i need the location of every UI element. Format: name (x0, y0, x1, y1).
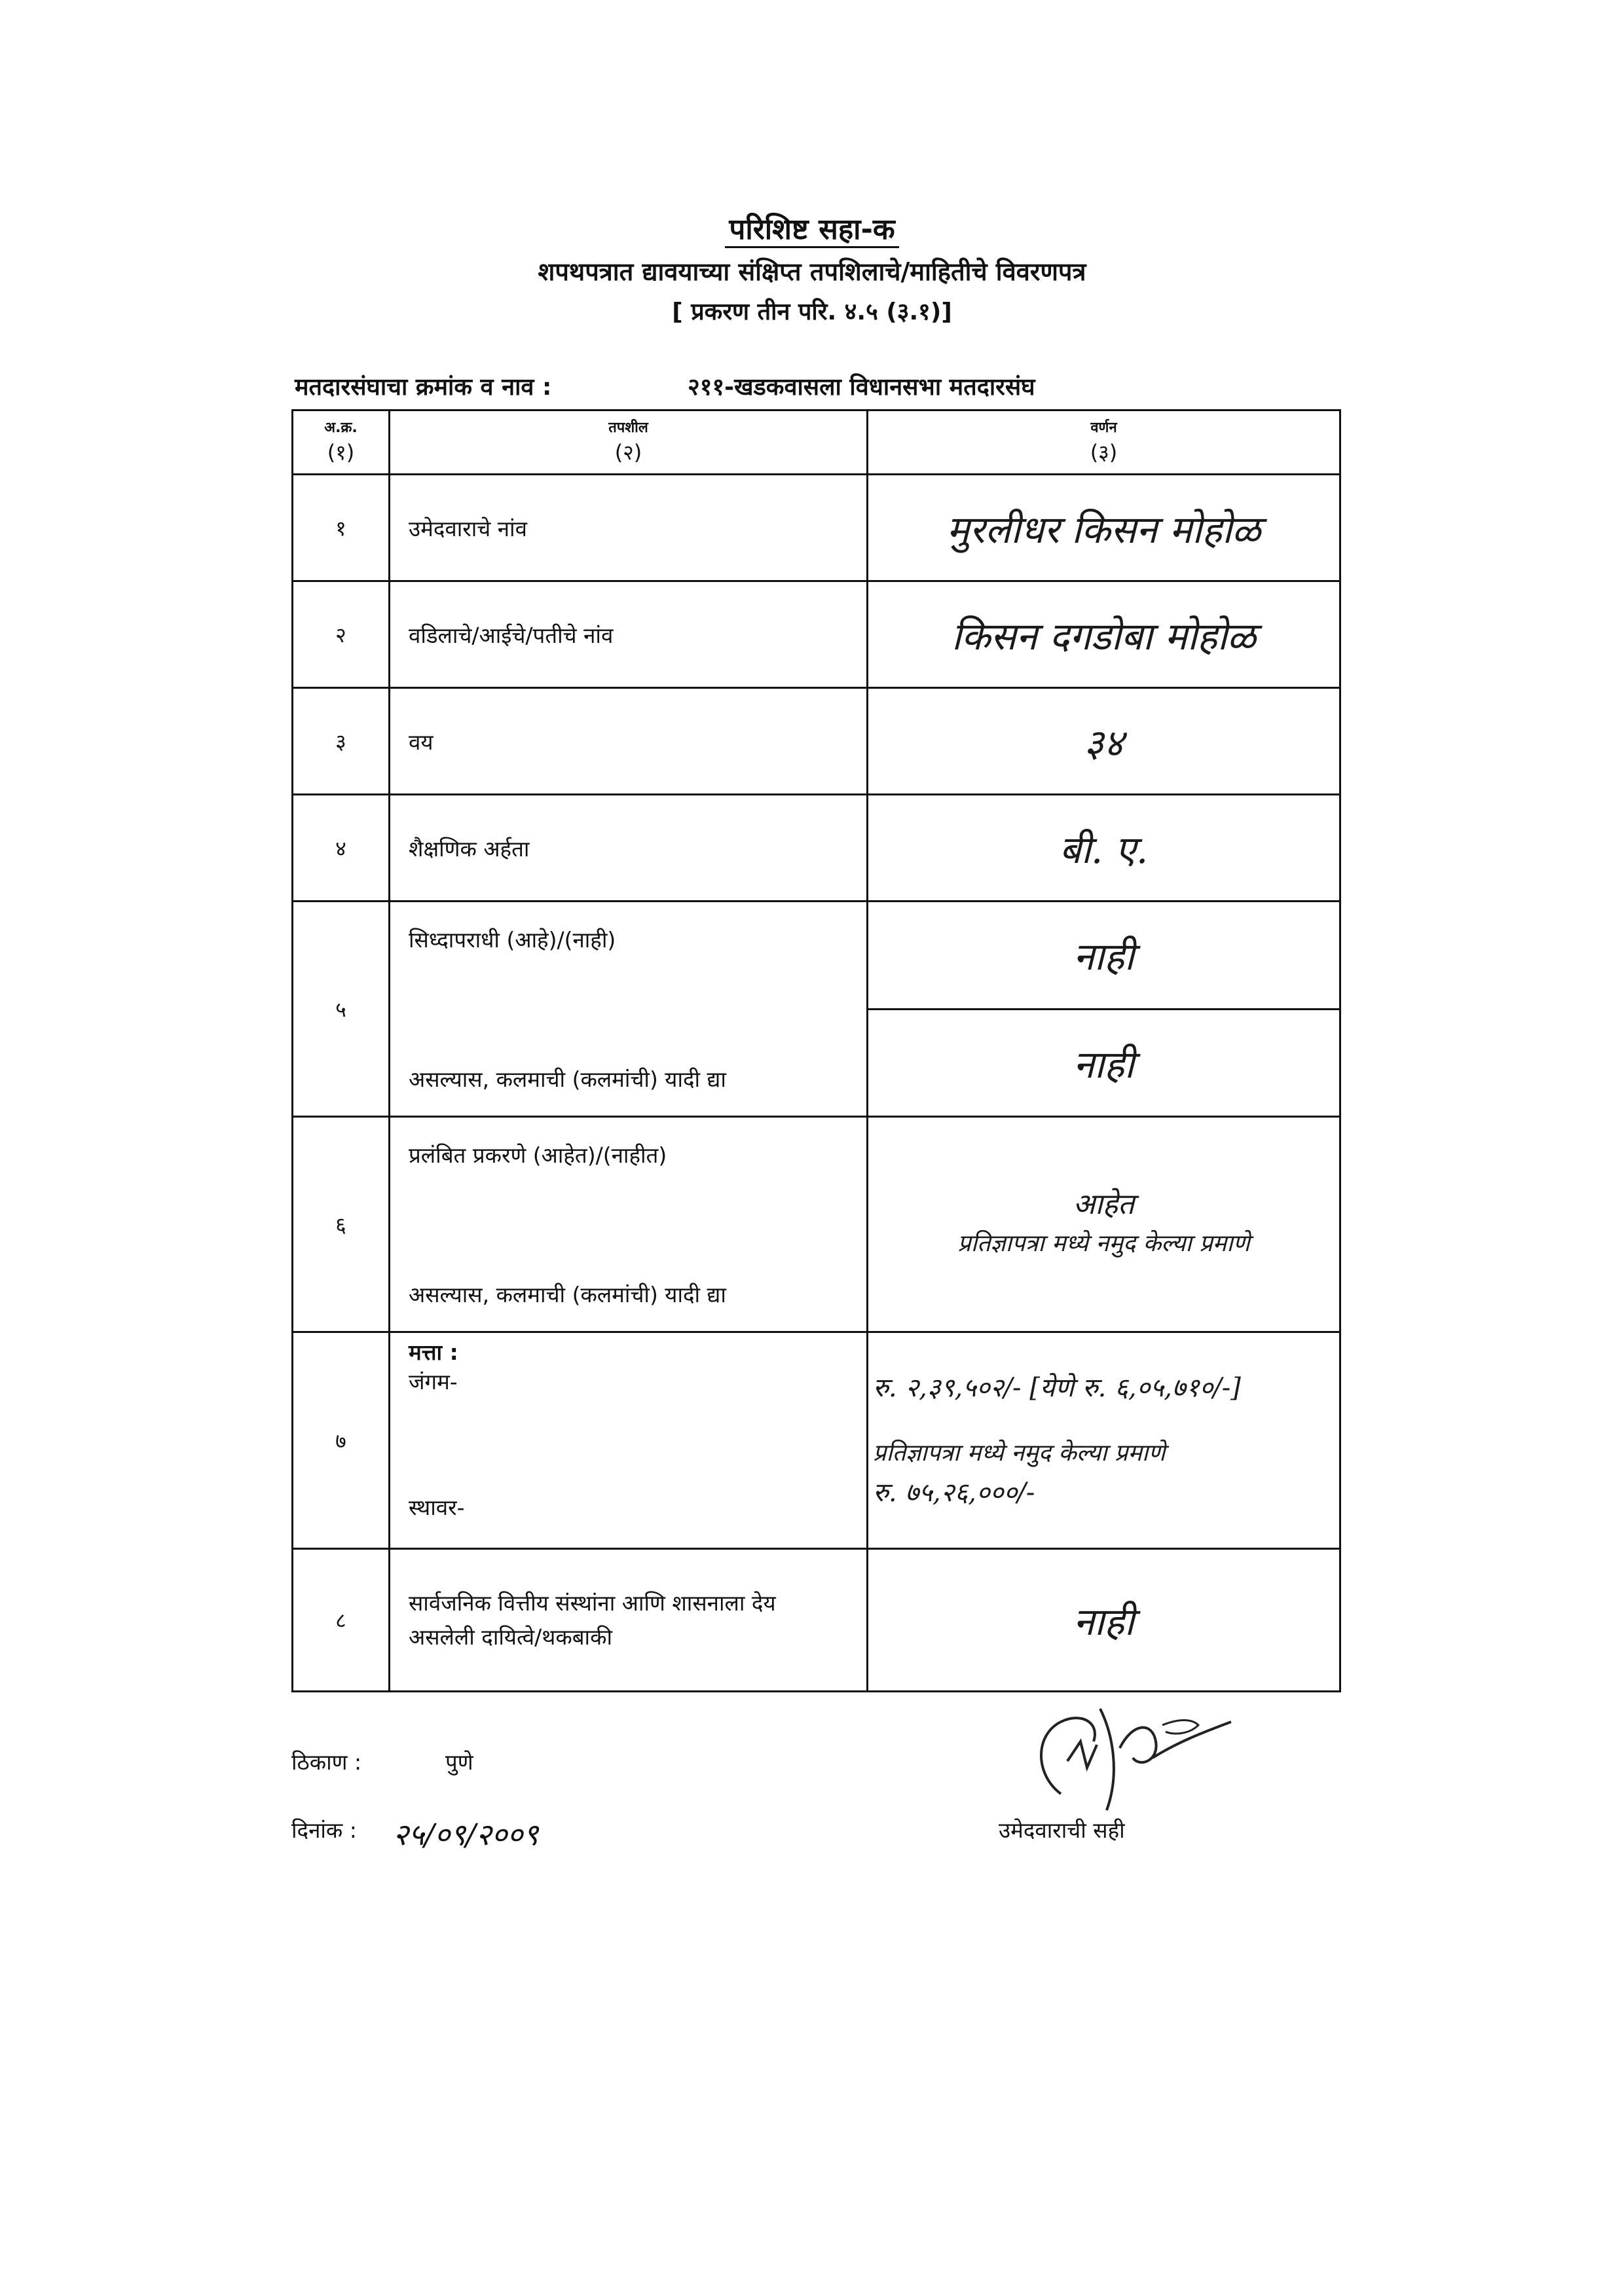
row-detail (390, 902, 868, 1117)
row-serial: ३ (293, 688, 390, 795)
header-serial-num: (१) (327, 439, 355, 465)
row-value: नाही (868, 1009, 1340, 1117)
immovable-assets-value: रु. ७५,२६,०००/- (873, 1478, 1035, 1508)
row-value (868, 1332, 1340, 1549)
date-label: दिनांक : (291, 1817, 357, 1843)
row-detail: वडिलाचे/आईचे/पतीचे नांव (390, 581, 868, 688)
date-value: २५/०९/२००९ (393, 1817, 539, 1852)
row-detail-primary: प्रलंबित प्रकरणे (आहेत)/(नाहीत) (409, 1142, 667, 1168)
constituency-label: मतदारसंघाचा क्रमांक व नाव : (295, 374, 552, 401)
header-serial (293, 410, 390, 475)
row-detail: सार्वजनिक वित्तीय संस्थांना आणि शासनाला देय असलेली दायित्वे/थकबाकी (390, 1549, 868, 1692)
movable-assets-value: रु. २,३९,५०२/- [येणे रु. ६,०५,७१०/-] (873, 1373, 1241, 1403)
header-detail (390, 410, 868, 475)
page-subtitle: शपथपत्रात द्यावयाच्या संक्षिप्त तपशिलाचे/माहितीचे विवरणपत्र (538, 257, 1086, 286)
row-serial: ५ (293, 902, 390, 1117)
row-detail: शैक्षणिक अर्हता (390, 795, 868, 902)
row-detail: वय (390, 688, 868, 795)
row-value: किसन दगडोबा मोहोळ (868, 581, 1340, 688)
row-detail-primary: सिध्दापराधी (आहे)/(नाही) (409, 927, 616, 953)
table-row (293, 1549, 1340, 1692)
details-table (291, 409, 1341, 1692)
immovable-assets-note: प्रतिज्ञापत्रा मध्ये नमुद केल्या प्रमाणे (873, 1440, 1166, 1467)
candidate-signature-image (1022, 1696, 1238, 1820)
row-value-primary: आहेत (1073, 1188, 1135, 1221)
table-row (293, 1117, 1340, 1332)
page-title-text: परिशिष्ट सहा-क (725, 213, 898, 248)
immovable-assets-label: स्थावर- (409, 1495, 465, 1520)
row-detail: उमेदवाराचे नांव (390, 475, 868, 581)
row-serial: ४ (293, 795, 390, 902)
row-detail (390, 1117, 868, 1332)
header-description-label: वर्णन (1090, 419, 1117, 436)
table-row (293, 795, 1340, 902)
row-serial: ७ (293, 1332, 390, 1549)
place-label: ठिकाण : (291, 1749, 362, 1775)
assets-title: मत्ता : (409, 1339, 458, 1365)
header-detail-num: (२) (614, 439, 642, 465)
row-value: बी. ए. (868, 795, 1340, 902)
row-detail (390, 1332, 868, 1549)
constituency-value: २११-खडकवासला विधानसभा मतदारसंघ (688, 374, 1035, 401)
header-serial-label: अ.क्र. (324, 419, 358, 436)
row-value (868, 1117, 1340, 1332)
row-serial: १ (293, 475, 390, 581)
table-header-row (293, 410, 1340, 475)
header-description (868, 410, 1340, 475)
header-description-num: (३) (1090, 439, 1118, 465)
row-serial: २ (293, 581, 390, 688)
row-serial: ६ (293, 1117, 390, 1332)
row-value: नाही (868, 902, 1340, 1010)
chapter-reference: [ प्रकरण तीन परि. ४.५ (३.१)] (672, 299, 952, 325)
row-value: नाही (868, 1549, 1340, 1692)
place-value: पुणे (445, 1749, 473, 1775)
table-row (293, 902, 1340, 1010)
row-detail-secondary: असल्यास, कलमाची (कलमांची) यादी द्या (409, 1282, 726, 1307)
row-value-secondary: प्रतिज्ञापत्रा मध्ये नमुद केल्या प्रमाणे (957, 1230, 1250, 1257)
table-row (293, 1332, 1340, 1549)
signature-label: उमेदवाराची सही (999, 1817, 1125, 1843)
row-value: ३४ (868, 688, 1340, 795)
row-serial: ८ (293, 1549, 390, 1692)
header-detail-label: तपशील (608, 419, 648, 436)
table-row (293, 581, 1340, 688)
movable-assets-label: जंगम- (409, 1369, 458, 1394)
row-value: मुरलीधर किसन मोहोळ (868, 475, 1340, 581)
row-detail-secondary: असल्यास, कलमाची (कलमांची) यादी द्या (409, 1066, 726, 1092)
table-row (293, 688, 1340, 795)
table-row (293, 475, 1340, 581)
page-title (0, 208, 1624, 247)
